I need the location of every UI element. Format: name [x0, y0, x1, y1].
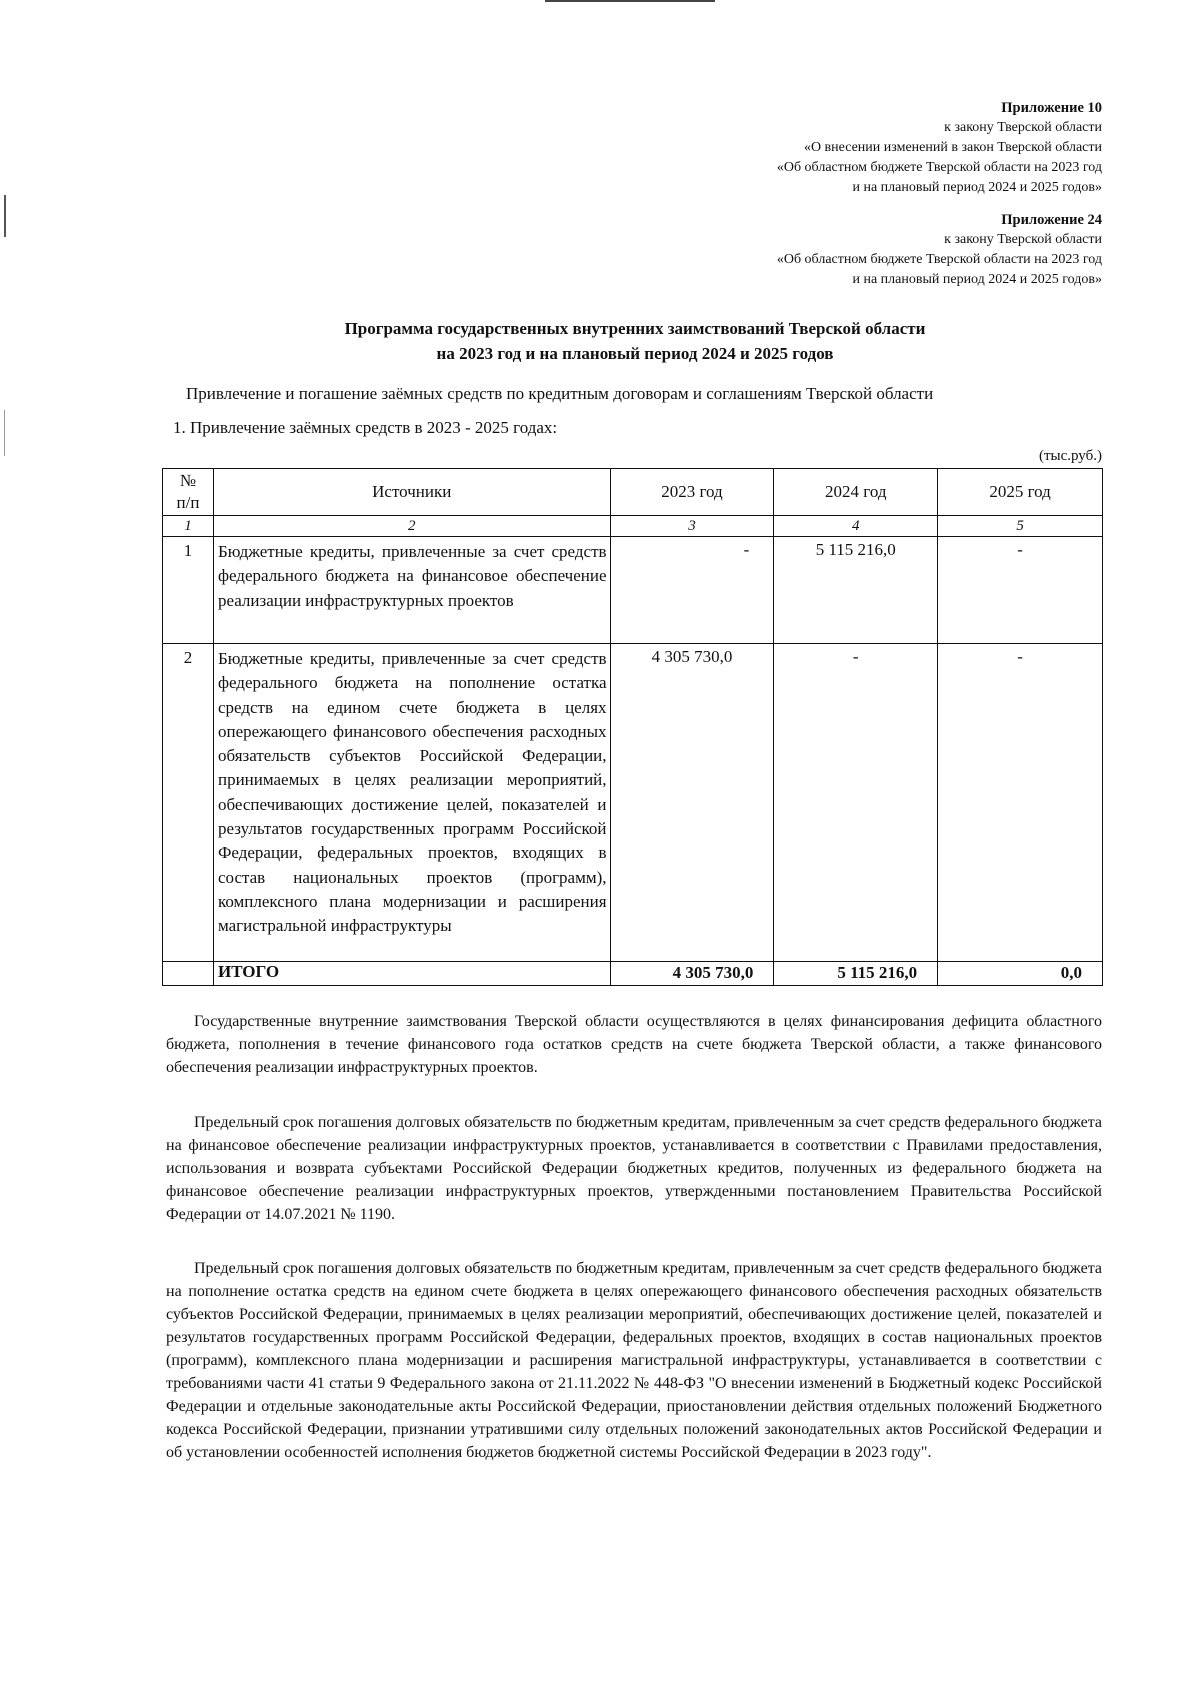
row-value-2024: 5 115 216,0: [774, 537, 938, 644]
borrowings-table: [162, 468, 1103, 986]
header-cell-sources: Источники: [213, 469, 610, 516]
annex-10-header: [777, 98, 1102, 198]
annex-line: и на плановый период 2024 и 2025 годов»: [852, 180, 1102, 195]
row-value-2023: -: [610, 537, 774, 644]
header-cell-2025: 2025 год: [938, 469, 1103, 516]
column-number: 2: [213, 516, 610, 537]
header-cell-num: № п/п: [163, 469, 214, 516]
scan-edge-line: [545, 0, 715, 2]
subtitle: Привлечение и погашение заёмных средств по кредитным договорам и соглашениям Тверской области: [186, 384, 934, 403]
header-cell-2024: 2024 год: [774, 469, 938, 516]
row-number: 1: [163, 537, 214, 644]
table-row: [163, 644, 1103, 962]
total-value-2025: 0,0: [938, 962, 1103, 986]
total-value-2023: 4 305 730,0: [610, 962, 774, 986]
title-line: на 2023 год и на плановый период 2024 и 2025 годов: [436, 344, 834, 363]
annex-line: к закону Тверской области: [944, 232, 1102, 247]
paragraph: Государственные внутренние заимствования Тверской области осуществляются в целях финансирования дефицита областного бюджета, пополнения в течение финансового года остатков средств на счете бюджета Тверской области, а также финансового обеспечения реализации инфраструктурных проектов.: [166, 1013, 1102, 1076]
annex-line: к закону Тверской области: [944, 120, 1102, 135]
total-num-cell: [163, 962, 214, 986]
column-number: 3: [610, 516, 774, 537]
title-line: Программа государственных внутренних заимствований Тверской области: [344, 319, 926, 338]
table-column-numbers-row: [163, 516, 1103, 537]
scan-left-mark: [4, 410, 5, 456]
table-total-row: [163, 962, 1103, 986]
unit-label: (тыс.руб.): [1038, 448, 1102, 464]
row-value-2025: -: [938, 537, 1103, 644]
header-cell-2023: 2023 год: [610, 469, 774, 516]
document-title: [0, 316, 1200, 366]
annex-line: и на плановый период 2024 и 2025 годов»: [852, 272, 1102, 287]
column-number: 4: [774, 516, 938, 537]
column-number: 5: [938, 516, 1103, 537]
annex-line: «О внесении изменений в закон Тверской области: [803, 140, 1102, 155]
table-row: [163, 537, 1103, 644]
row-value-2025: -: [938, 644, 1103, 962]
total-value-2024: 5 115 216,0: [774, 962, 938, 986]
annex-title: Приложение 24: [1001, 212, 1102, 228]
section-heading: 1. Привлечение заёмных средств в 2023 - 2025 годах:: [173, 418, 558, 437]
paragraph: Предельный срок погашения долговых обязательств по бюджетным кредитам, привлеченным за счет средств федерального бюджета на финансовое обеспечение реализации инфраструктурных проектов, устанавливается в соответствии с Правилами предоставления, использования и возврата субъектами Российской Федерации бюджетных кредитов, полученных из федерального бюджета на финансовое обеспечение реализации инфраструктурных проектов, утвержденными постановлением Правительства Российской Федерации от 14.07.2021 № 1190.: [166, 1114, 1102, 1223]
row-value-2023: 4 305 730,0: [610, 644, 774, 962]
row-value-2024: -: [774, 644, 938, 962]
scan-left-mark: [4, 195, 6, 237]
annex-line: «Об областном бюджете Тверской области на 2023 год: [776, 252, 1102, 267]
table-header-row: [163, 469, 1103, 516]
total-label: ИТОГО: [213, 962, 610, 986]
annex-line: «Об областном бюджете Тверской области на 2023 год: [776, 160, 1102, 175]
annex-24-header: [777, 210, 1102, 290]
row-source: Бюджетные кредиты, привлеченные за счет средств федерального бюджета на финансовое обеспечение реализации инфраструктурных проектов: [213, 537, 610, 644]
row-number: 2: [163, 644, 214, 962]
paragraph: Предельный срок погашения долговых обязательств по бюджетным кредитам, привлеченным за счет средств федерального бюджета на пополнение остатка средств на едином счете бюджета в целях опережающего финансового обеспечения расходных обязательств субъектов Российской Федерации, принимаемых в целях реализации мероприятий, обеспечивающих достижение целей, показателей и результатов государственных программ Российской Федерации, федеральных проектов, входящих в состав национальных проектов (программ), комплексного плана модернизации и расширения магистральной инфраструктуры, устанавливается в соответствии с требованиями части 41 статьи 9 Федерального закона от 21.11.2022 № 448-ФЗ "О внесении изменений в Бюджетный кодекс Российской Федерации и отдельные законодательные акты Российской Федерации, приостановлении действия отдельных положений Бюджетного кодекса Российской Федерации, признании утратившими силу отдельных положений законодательных актов Российской Федерации и об установлении особенностей исполнения бюджетов бюджетной системы Российской Федерации в 2023 году".: [166, 1260, 1102, 1461]
column-number: 1: [163, 516, 214, 537]
annex-title: Приложение 10: [1001, 100, 1102, 116]
row-source: Бюджетные кредиты, привлеченные за счет средств федерального бюджета на пополнение остатка средств на едином счете бюджета в целях опережающего финансового обеспечения расходных обязательств субъектов Российской Федерации, принимаемых в целях реализации мероприятий, обеспечивающих достижение целей, показателей и результатов государственных программ Российской Федерации, федеральных проектов, входящих в состав национальных проектов (программ), комплексного плана модернизации и расширения магистральной инфраструктуры: [213, 644, 610, 962]
